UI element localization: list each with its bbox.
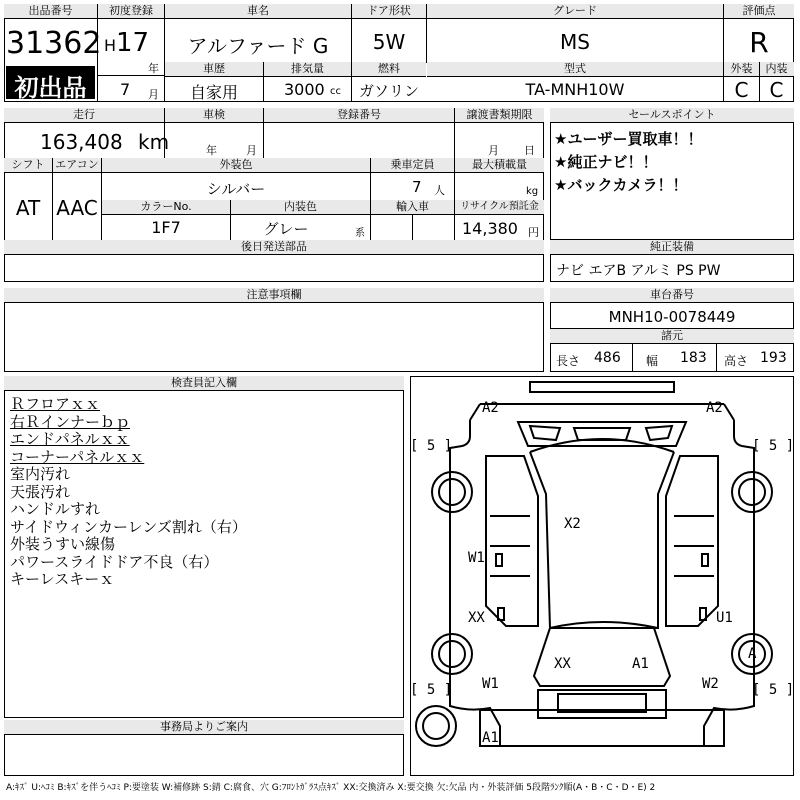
later-parts-label: 後日発送部品	[4, 240, 544, 255]
inspector-note: 外装うすい線傷	[10, 535, 116, 553]
first-listing-text: 初出品	[14, 74, 87, 102]
inspector-note: エンドパネルｘｘ	[10, 430, 130, 448]
mark-a2-left: A2	[482, 400, 499, 416]
mark-bracket-tr: [ 5 ]	[752, 438, 795, 454]
year-unit: 年	[148, 62, 159, 75]
inspection-month-unit: 月	[246, 144, 257, 157]
equipment-label: 純正装備	[550, 240, 794, 255]
mark-a2-right: A2	[706, 400, 723, 416]
lot-label: 出品番号	[4, 4, 97, 19]
month-unit: 月	[148, 88, 159, 101]
capacity-label: 乗車定員	[371, 158, 454, 173]
mark-bracket-bl: [ 5 ]	[410, 682, 453, 698]
grade: MS	[560, 30, 590, 54]
mark-u1: U1	[716, 610, 733, 626]
mark-xx-bottom: XX	[554, 656, 571, 672]
shift-label: シフト	[4, 158, 52, 173]
reg-month: 7	[120, 80, 131, 99]
inspector-note: パワースライドドア不良（右）	[10, 552, 219, 571]
height-label: 高さ	[724, 354, 749, 368]
first-reg-label: 初度登録	[98, 4, 164, 19]
dims-label: 諸元	[550, 329, 794, 344]
transfer-day-unit: 日	[524, 144, 535, 157]
equipment-value: ナビ エアB アルミ PS PW	[556, 263, 721, 279]
chassis-number: MNH10-0078449	[608, 308, 736, 326]
height: 193	[760, 350, 787, 366]
length: 486	[594, 350, 621, 366]
length-label: 長さ	[556, 354, 581, 368]
capacity: 7	[412, 178, 422, 196]
reg-year: 17	[116, 28, 150, 58]
inspection-label: 車検	[165, 108, 263, 123]
inspector-note: 室内汚れ	[10, 465, 71, 483]
displacement-label: 排気量	[264, 62, 351, 77]
load-unit: kg	[526, 186, 539, 197]
office-label: 事務局よりご案内	[4, 720, 404, 735]
interior-grade: C	[769, 78, 784, 102]
color-no: 1F7	[151, 218, 181, 237]
sales-label: セールスポイント	[550, 108, 794, 123]
inspector-label: 検査員記入欄	[4, 376, 404, 391]
load-label: 最大積載量	[455, 158, 544, 173]
mark-a1-bottom: A1	[482, 730, 499, 746]
car-name: アルファード G	[187, 34, 329, 58]
import-label: 輸入車	[371, 200, 454, 215]
inspector-note: Ｒフロアｘｘ	[10, 395, 101, 413]
door-label: ドア形状	[352, 4, 426, 19]
exterior-grade: C	[734, 78, 749, 102]
recycle-label: リサイクル預託金	[455, 200, 544, 215]
interior-color-label: 内装色	[231, 200, 370, 215]
chassis-label: 車台番号	[550, 288, 794, 303]
capacity-unit: 人	[434, 184, 445, 197]
displacement: 3000	[284, 80, 325, 99]
exterior-color: シルバー	[206, 180, 266, 198]
ac: AAC	[56, 196, 98, 220]
transfer-label: 譲渡書類期限	[455, 108, 544, 123]
mark-w1-left: W1	[468, 550, 485, 566]
displacement-unit: cc	[330, 86, 341, 97]
mark-bracket-br: [ 5 ]	[752, 682, 795, 698]
lot-number: 31362	[6, 26, 102, 61]
width-label: 幅	[646, 354, 659, 368]
mark-x2: X2	[564, 516, 581, 532]
legend: A:ｷｽﾞ U:ﾍｺﾐ B:ｷｽﾞを伴うﾍｺﾐ P:要塗装 W:補修跡 S:錆 C:腐食、穴 G:ﾌﾛﾝﾄｶﾞﾗｽ点ｷｽﾞ XX:交換済み X:要交換 欠:欠品 内・外装評価 5段階ﾗﾝｸ順(A・B・C・D・E) 2	[6, 783, 656, 793]
mark-bracket-tl: [ 5 ]	[410, 438, 453, 454]
transfer-month-unit: 月	[488, 144, 499, 157]
mileage: 163,408	[40, 130, 123, 154]
mark-w1-bottom: W1	[482, 676, 499, 692]
shift: AT	[15, 196, 41, 220]
score: R	[749, 26, 769, 59]
mark-a-wheel: A	[748, 646, 757, 662]
era: H	[104, 36, 117, 55]
inspector-note: サイドウィンカーレンズ割れ（右）	[10, 517, 247, 536]
grade-label: グレード	[427, 4, 723, 19]
history: 自家用	[189, 83, 238, 102]
score-label: 評価点	[724, 4, 794, 19]
sales-point-3: ★バックカメラ！！	[554, 176, 688, 194]
name-label: 車名	[165, 4, 351, 19]
ac-label: エアコン	[53, 158, 101, 173]
inspector-note: キーレスキーｘ	[10, 570, 115, 588]
width: 183	[680, 350, 707, 366]
sales-point-1: ★ユーザー買取車！！	[554, 130, 703, 148]
fuel: ガソリン	[358, 82, 419, 100]
mark-xx-left: XX	[468, 610, 485, 626]
car-diagram	[410, 376, 794, 776]
fuel-label: 燃料	[352, 62, 426, 77]
recycle: 14,380	[462, 219, 518, 238]
caution-label: 注意事項欄	[4, 288, 544, 303]
inspection-year-unit: 年	[206, 144, 217, 157]
model-label: 型式	[427, 62, 723, 77]
inspector-notes	[10, 396, 400, 589]
interior-grade-label: 内装	[759, 62, 794, 77]
interior-color-unit: 系	[355, 228, 365, 239]
sales-point-2: ★純正ナビ！！	[554, 153, 658, 171]
inspector-note: 右Ｒインナーｂｐ	[10, 412, 131, 431]
history-label: 車歴	[165, 62, 263, 77]
registration-label: 登録番号	[264, 108, 454, 123]
color-no-label: カラーNo.	[102, 200, 230, 215]
exterior-color-label: 外装色	[102, 158, 370, 173]
inspector-note: コーナーパネルｘｘ	[10, 447, 145, 466]
mileage-label: 走行	[4, 108, 164, 123]
inspector-note: ハンドルすれ	[10, 500, 101, 518]
exterior-grade-label: 外装	[724, 62, 759, 77]
mileage-unit: km	[138, 130, 170, 154]
inspector-note: 天張汚れ	[10, 482, 71, 501]
mark-w2: W2	[702, 676, 719, 692]
mark-a1-center: A1	[632, 656, 649, 672]
door: 5W	[372, 30, 406, 54]
recycle-unit: 円	[528, 226, 539, 239]
interior-color: グレー	[263, 220, 309, 238]
model: TA-MNH10W	[525, 80, 625, 99]
